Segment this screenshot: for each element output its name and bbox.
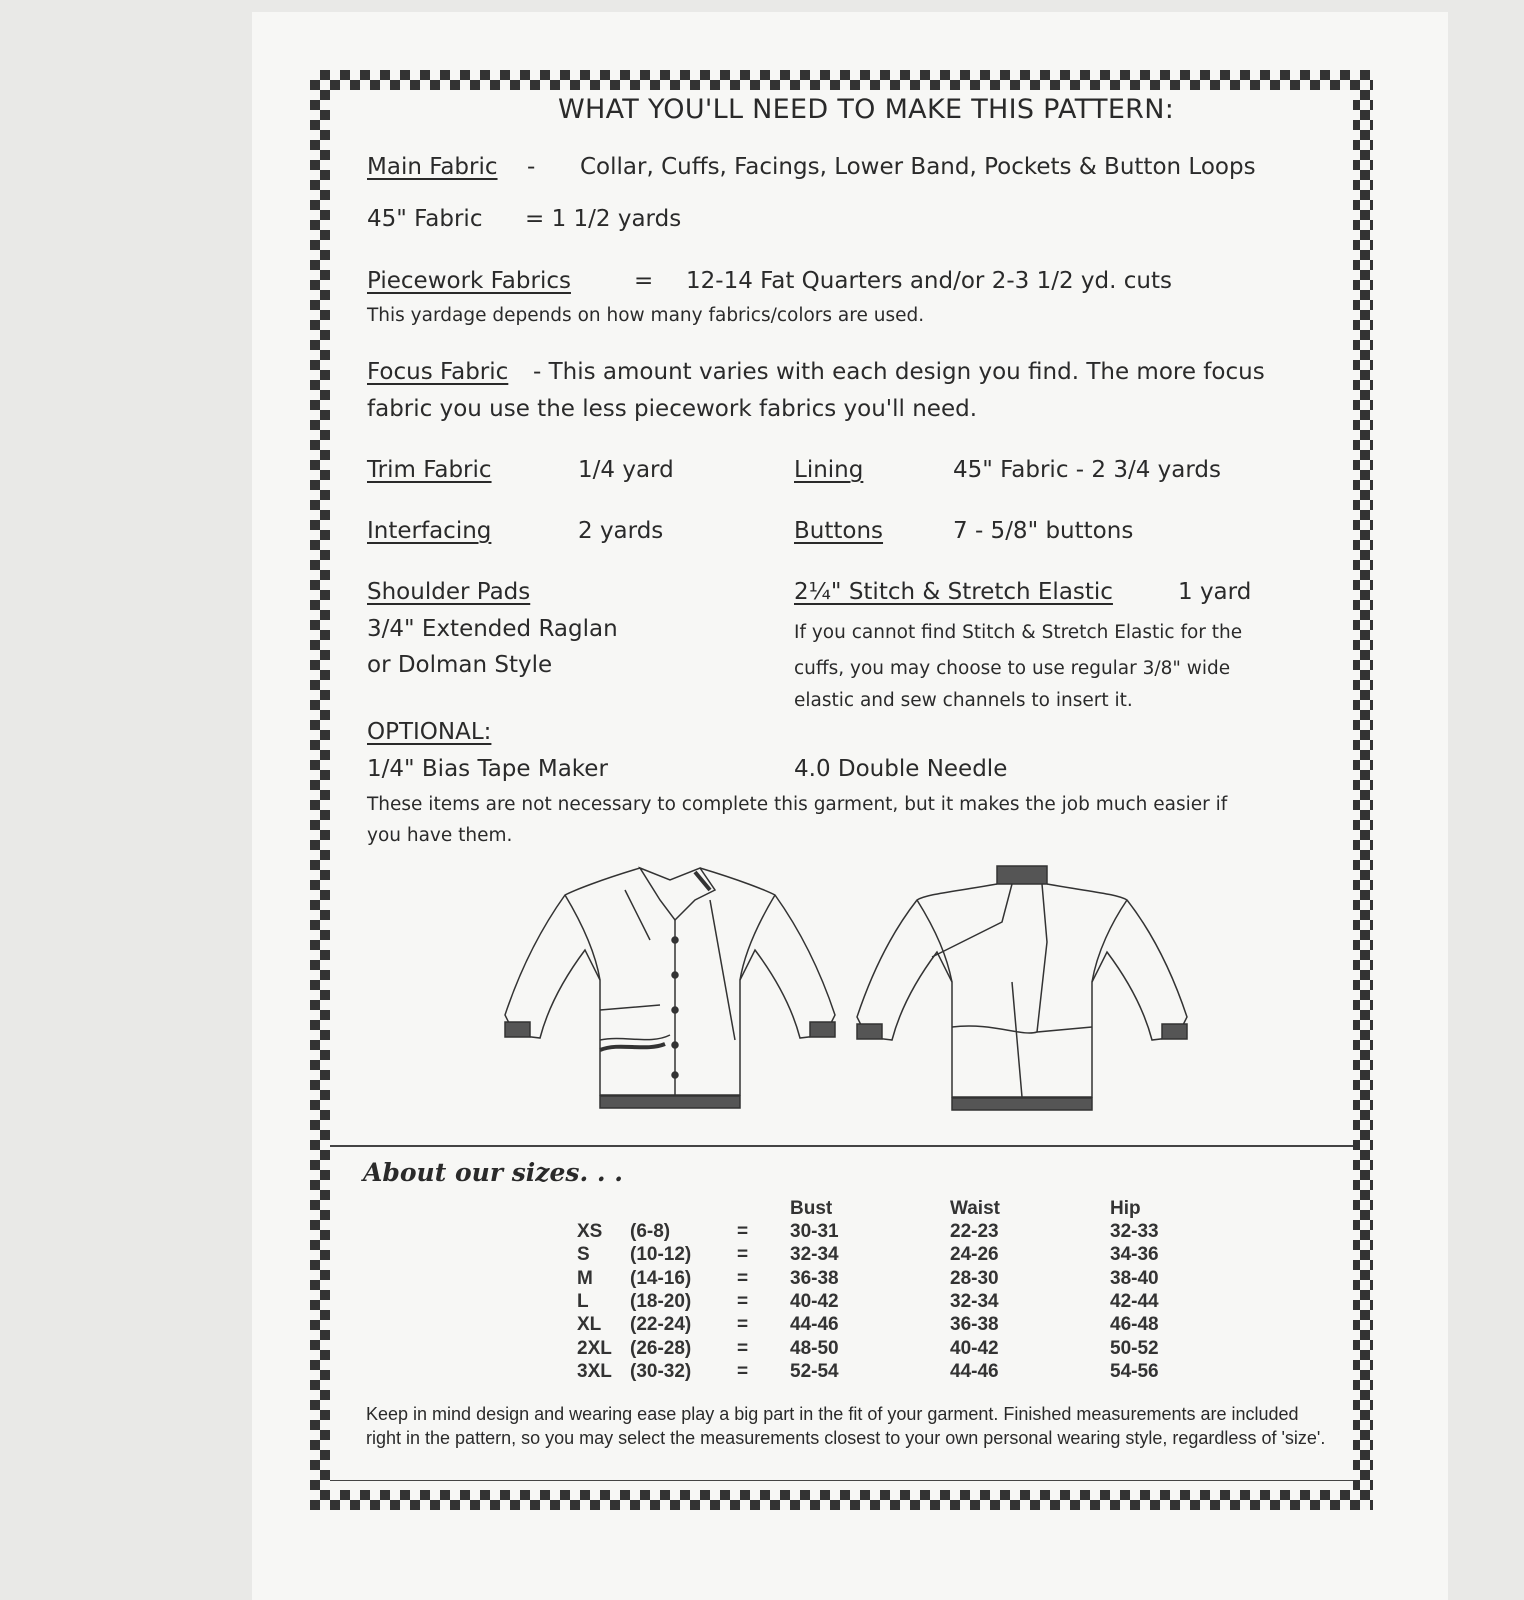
size-row-waist: 44-46 (950, 1360, 999, 1382)
size-row-hip: 32-33 (1110, 1221, 1159, 1242)
size-row-range: (10-12) (630, 1244, 692, 1266)
main-fabric-uses: Collar, Cuffs, Facings, Lower Band, Pockets & Button Loops (580, 154, 1256, 180)
buttons-label: Buttons (794, 518, 884, 544)
main-fabric-label: Main Fabric (367, 154, 498, 180)
size-row-waist: 22-23 (950, 1221, 999, 1242)
size-row-eq: = (737, 1360, 749, 1382)
size-row-bust: 52-54 (790, 1360, 839, 1382)
shoulder-pads-label: Shoulder Pads (367, 579, 531, 605)
elastic-note1: If you cannot find Stitch & Stretch Elastic for the (794, 622, 1243, 643)
size-row-waist: 32-34 (950, 1290, 999, 1312)
size-row-waist: 28-30 (950, 1267, 999, 1289)
optional-item2: 4.0 Double Needle (794, 756, 1008, 782)
size-row-bust: 30-31 (790, 1221, 839, 1242)
size-row-bust: 40-42 (790, 1290, 839, 1312)
size-row-range: (14-16) (630, 1267, 692, 1289)
size-row-size: L (577, 1290, 589, 1312)
sizes-note: Keep in mind design and wearing ease play a big part in the fit of your garment. Finished measurements are included right in the pattern, so you may select the measurements closest to your own personal wearing style, regardless of 'size'. (366, 1404, 1326, 1448)
size-row-range: (6-8) (630, 1221, 671, 1242)
size-row-hip: 38-40 (1110, 1267, 1159, 1289)
size-row-size: 2XL (577, 1337, 612, 1359)
lining-amount: 45" Fabric - 2 3/4 yards (953, 457, 1221, 483)
size-row-size: S (577, 1244, 590, 1266)
focus-label: Focus Fabric (367, 359, 509, 385)
buttons-amount: 7 - 5/8" buttons (953, 518, 1134, 544)
size-row-range: (30-32) (630, 1360, 692, 1382)
trim-label: Trim Fabric (367, 457, 492, 483)
size-row-eq: = (737, 1267, 749, 1289)
jacket-front-illustration (500, 860, 840, 1120)
optional-note2: you have them. (367, 825, 513, 846)
column-header-hip: Hip (1110, 1198, 1141, 1219)
column-header-bust: Bust (790, 1198, 833, 1219)
elastic-label: 2¼" Stitch & Stretch Elastic (794, 579, 1113, 605)
lining-label: Lining (794, 457, 864, 483)
size-row-size: XL (577, 1314, 602, 1336)
focus-line1: - This amount varies with each design you find. The more focus (533, 359, 1265, 385)
size-row-size: 3XL (577, 1360, 612, 1382)
size-row-bust: 36-38 (790, 1267, 839, 1289)
size-row-eq: = (737, 1314, 749, 1336)
optional-item1: 1/4" Bias Tape Maker (367, 756, 608, 782)
elastic-note2: cuffs, you may choose to use regular 3/8" wide (794, 658, 1231, 679)
elastic-amount: 1 yard (1178, 579, 1252, 605)
interfacing-label: Interfacing (367, 518, 492, 544)
bottom-divider (330, 1480, 1353, 1481)
piecework-label: Piecework Fabrics (367, 268, 571, 294)
jacket-back-illustration (852, 862, 1197, 1118)
main-fabric-width: 45" Fabric (367, 206, 483, 232)
size-row-bust: 32-34 (790, 1244, 839, 1266)
size-row-range: (18-20) (630, 1290, 692, 1312)
shoulder-pads-line1: 3/4" Extended Raglan (367, 616, 618, 642)
size-row-size: XS (577, 1221, 603, 1242)
size-row-eq: = (737, 1244, 749, 1266)
size-row-hip: 54-56 (1110, 1360, 1159, 1382)
optional-label: OPTIONAL: (367, 719, 492, 745)
size-row-waist: 24-26 (950, 1244, 999, 1266)
size-row-hip: 46-48 (1110, 1314, 1159, 1336)
size-row-hip: 34-36 (1110, 1244, 1159, 1266)
size-row-bust: 44-46 (790, 1314, 839, 1336)
size-row-eq: = (737, 1221, 749, 1242)
main-fabric-amount: = 1 1/2 yards (525, 206, 682, 232)
sizes-heading: About our sizes. . . (363, 1158, 623, 1187)
trim-amount: 1/4 yard (578, 457, 674, 483)
elastic-note3: elastic and sew channels to insert it. (794, 690, 1133, 711)
content-area (330, 90, 1353, 1490)
interfacing-amount: 2 yards (578, 518, 664, 544)
size-row-hip: 50-52 (1110, 1337, 1159, 1359)
size-row-range: (26-28) (630, 1337, 692, 1359)
size-row-size: M (577, 1267, 593, 1289)
size-row-eq: = (737, 1290, 749, 1312)
size-row-bust: 48-50 (790, 1337, 839, 1359)
size-row-eq: = (737, 1337, 749, 1359)
piecework-note: This yardage depends on how many fabrics/colors are used. (367, 305, 925, 326)
piecework-amount: 12-14 Fat Quarters and/or 2-3 1/2 yd. cuts (686, 268, 1172, 294)
main-fabric-sep: - (527, 154, 536, 180)
page-title: WHAT YOU'LL NEED TO MAKE THIS PATTERN: (558, 94, 1175, 125)
column-header-waist: Waist (950, 1198, 1000, 1219)
size-row-waist: 40-42 (950, 1337, 999, 1359)
piecework-sep: = (634, 268, 654, 294)
size-row-waist: 36-38 (950, 1314, 999, 1336)
optional-note1: These items are not necessary to complete this garment, but it makes the job much easier if (367, 794, 1228, 815)
section-divider (330, 1145, 1353, 1147)
focus-line2: fabric you use the less piecework fabrics you'll need. (367, 396, 978, 422)
size-row-range: (22-24) (630, 1314, 692, 1336)
size-row-hip: 42-44 (1110, 1290, 1159, 1312)
shoulder-pads-line2: or Dolman Style (367, 652, 553, 678)
